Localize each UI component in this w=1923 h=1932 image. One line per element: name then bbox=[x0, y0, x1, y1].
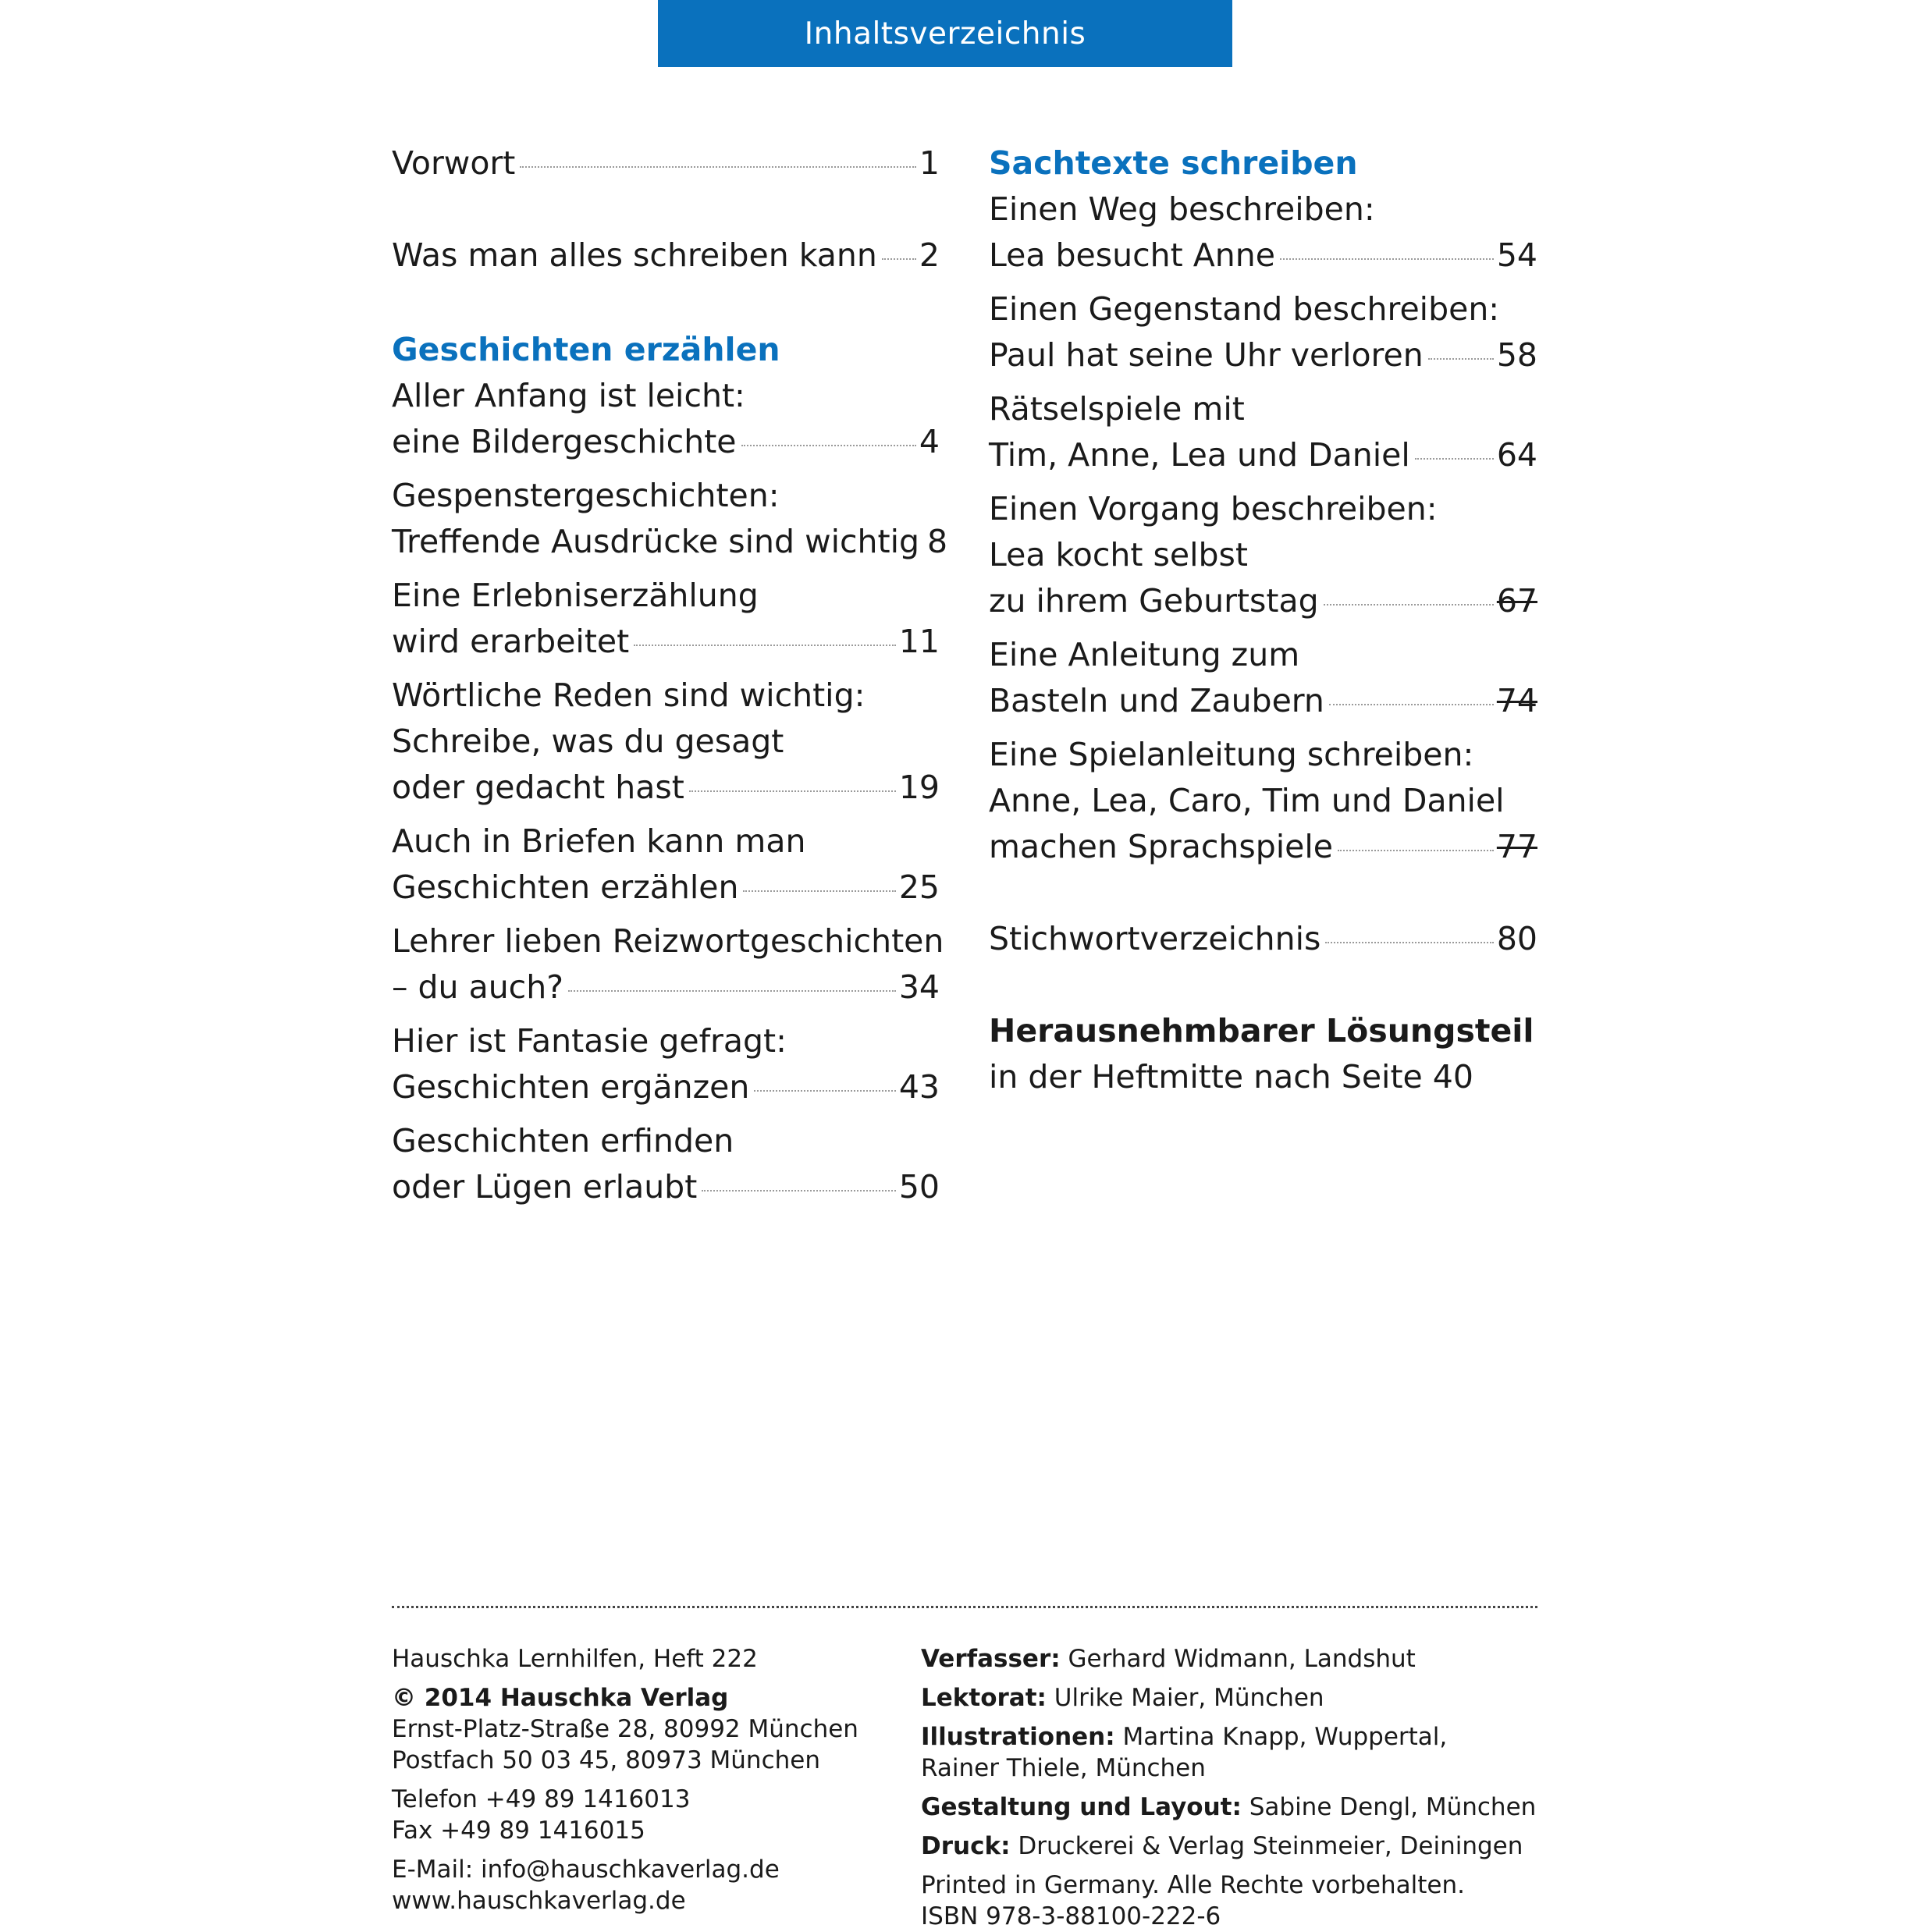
imprint-group bbox=[921, 1643, 1536, 1675]
toc-entry-line: Geschichten erfinden bbox=[392, 1122, 734, 1160]
imprint-value: Druckerei & Verlag Steinmeier, Deiningen bbox=[1018, 1832, 1523, 1860]
toc-entry-title: Geschichten erzählen bbox=[392, 868, 739, 906]
toc-entry-line: Wörtliche Reden sind wichtig: bbox=[392, 677, 866, 714]
toc-page-number: 74 bbox=[1496, 682, 1537, 719]
imprint-print bbox=[921, 1831, 1536, 1862]
toc-page-number: 77 bbox=[1496, 828, 1537, 865]
dot-leader bbox=[689, 790, 896, 792]
solutions-note bbox=[989, 1008, 1537, 1100]
imprint-group bbox=[392, 1784, 858, 1846]
toc-page-number: 58 bbox=[1496, 336, 1537, 374]
toc-entry-line: Auch in Briefen kann man bbox=[392, 822, 806, 860]
toc-entry-line bbox=[392, 765, 940, 811]
toc-entry[interactable] bbox=[392, 918, 944, 1010]
toc-entry-title: Paul hat seine Uhr verloren bbox=[989, 336, 1424, 374]
toc-entry-line bbox=[392, 519, 948, 565]
page-title: Inhaltsverzeichnis bbox=[804, 16, 1086, 51]
toc-entry-line bbox=[989, 233, 1537, 279]
footer-divider bbox=[392, 1606, 1537, 1608]
imprint-value: Gerhard Widmann, Landshut bbox=[1068, 1645, 1416, 1673]
toc-entry-line: Anne, Lea, Caro, Tim und Daniel bbox=[989, 782, 1505, 819]
toc-entry-line: Gespenstergeschichten: bbox=[392, 477, 780, 514]
imprint-label: Gestaltung und Layout: bbox=[921, 1793, 1242, 1821]
toc-entry-line bbox=[392, 419, 940, 465]
toc-entry-line bbox=[989, 678, 1537, 724]
section-heading: Geschichten erzählen bbox=[392, 331, 780, 368]
toc-entry-line: Lehrer lieben Reizwortgeschichten bbox=[392, 922, 944, 960]
dot-leader bbox=[520, 166, 916, 168]
toc-entry[interactable] bbox=[392, 819, 940, 911]
toc-entry-title: wird erarbeitet bbox=[392, 623, 630, 660]
imprint-copyright: © 2014 Hauschka Verlag bbox=[392, 1684, 729, 1712]
toc-entry[interactable] bbox=[989, 632, 1537, 724]
dot-leader bbox=[741, 445, 916, 446]
toc-entry-line bbox=[989, 916, 1537, 962]
dot-leader bbox=[634, 645, 896, 646]
toc-entry-line bbox=[392, 140, 940, 186]
dot-leader bbox=[1325, 942, 1494, 943]
toc-right-column bbox=[989, 140, 1537, 1100]
imprint-isbn: ISBN 978-3-88100-222-6 bbox=[921, 1902, 1221, 1930]
toc-entry-title: zu ihrem Geburtstag bbox=[989, 582, 1319, 620]
imprint-group bbox=[392, 1643, 858, 1675]
imprint-label: Illustrationen: bbox=[921, 1723, 1115, 1751]
imprint-group bbox=[921, 1682, 1536, 1714]
toc-entry[interactable] bbox=[392, 1018, 940, 1110]
toc-entry-line bbox=[989, 578, 1537, 624]
imprint-fax: Fax +49 89 1416015 bbox=[392, 1817, 645, 1845]
toc-entry[interactable] bbox=[392, 473, 948, 565]
imprint-series: Hauschka Lernhilfen, Heft 222 bbox=[392, 1645, 758, 1673]
toc-entry-line bbox=[392, 964, 940, 1010]
dot-leader bbox=[702, 1190, 896, 1192]
imprint-group bbox=[921, 1792, 1536, 1823]
toc-entry-title: Treffende Ausdrücke sind wichtig bbox=[392, 523, 920, 560]
dot-leader bbox=[1415, 458, 1494, 460]
toc-entry[interactable] bbox=[989, 386, 1537, 478]
imprint-group bbox=[392, 1682, 858, 1776]
toc-entry-title: Was man alles schreiben kann bbox=[392, 236, 877, 274]
toc-entry[interactable] bbox=[989, 186, 1537, 279]
toc-page-number: 8 bbox=[927, 523, 948, 560]
toc-entry-title: – du auch? bbox=[392, 968, 563, 1006]
toc-entry-title: Basteln und Zaubern bbox=[989, 682, 1324, 719]
imprint-label: Lektorat: bbox=[921, 1684, 1047, 1712]
toc-entry[interactable] bbox=[392, 233, 940, 279]
imprint-editor bbox=[921, 1682, 1536, 1714]
toc-page-number: 11 bbox=[898, 623, 940, 660]
dot-leader bbox=[754, 1090, 895, 1092]
imprint-email[interactable]: E-Mail: info@hauschkaverlag.de bbox=[392, 1856, 780, 1884]
toc-page-number: 34 bbox=[898, 968, 940, 1006]
solutions-location: in der Heftmitte nach Seite 40 bbox=[989, 1058, 1473, 1096]
toc-entry-line: Einen Weg beschreiben: bbox=[989, 190, 1375, 228]
toc-entry-line: Eine Spielanleitung schreiben: bbox=[989, 736, 1474, 773]
dot-leader bbox=[1338, 850, 1494, 851]
toc-entry-line: Einen Gegenstand beschreiben: bbox=[989, 290, 1500, 328]
imprint-address: Postfach 50 03 45, 80973 München bbox=[392, 1746, 820, 1774]
toc-page-number: 43 bbox=[898, 1068, 940, 1106]
dot-leader bbox=[743, 890, 895, 892]
imprint-group bbox=[921, 1831, 1536, 1862]
imprint-label: Druck: bbox=[921, 1832, 1011, 1860]
toc-entry[interactable] bbox=[989, 732, 1537, 870]
toc-entry[interactable] bbox=[392, 373, 940, 465]
imprint-design bbox=[921, 1792, 1536, 1823]
toc-page-number: 19 bbox=[898, 769, 940, 806]
toc-entry-line: Hier ist Fantasie gefragt: bbox=[392, 1022, 787, 1060]
toc-entry-title: oder Lügen erlaubt bbox=[392, 1168, 698, 1206]
imprint-right bbox=[921, 1643, 1536, 1932]
imprint-illustrations bbox=[921, 1721, 1536, 1753]
toc-entry-title: oder gedacht hast bbox=[392, 769, 684, 806]
toc-entry-line: Aller Anfang ist leicht: bbox=[392, 377, 745, 414]
toc-entry-title: Vorwort bbox=[392, 144, 516, 182]
toc-entry-line: Schreibe, was du gesagt bbox=[392, 723, 784, 760]
imprint-value: Ulrike Maier, München bbox=[1054, 1684, 1324, 1712]
imprint-phone: Telefon +49 89 1416013 bbox=[392, 1785, 691, 1813]
toc-entry-title: Lea besucht Anne bbox=[989, 236, 1275, 274]
toc-entry-line: Eine Erlebniserzählung bbox=[392, 577, 759, 614]
toc-entry-title: machen Sprachspiele bbox=[989, 828, 1334, 865]
toc-entry[interactable] bbox=[392, 1118, 940, 1210]
toc-page-number: 2 bbox=[919, 236, 940, 274]
dot-leader bbox=[1324, 604, 1494, 606]
imprint-website-link[interactable]: www.hauschkaverlag.de bbox=[392, 1887, 686, 1915]
toc-page-number: 54 bbox=[1496, 236, 1537, 274]
toc-entry-line bbox=[392, 619, 940, 665]
toc-entry-line: Eine Anleitung zum bbox=[989, 636, 1300, 673]
toc-entry-title: Stichwortverzeichnis bbox=[989, 920, 1321, 957]
toc-page-number: 4 bbox=[919, 423, 940, 460]
toc-entry[interactable] bbox=[392, 140, 940, 186]
toc-entry-title: eine Bildergeschichte bbox=[392, 423, 737, 460]
toc-entry-line bbox=[989, 824, 1537, 870]
imprint-group bbox=[921, 1870, 1536, 1932]
toc-entry[interactable] bbox=[392, 673, 940, 811]
imprint-group bbox=[921, 1721, 1536, 1784]
toc-page-number: 50 bbox=[898, 1168, 940, 1206]
dot-leader bbox=[882, 258, 916, 260]
imprint-rights: Printed in Germany. Alle Rechte vorbehalten. bbox=[921, 1871, 1465, 1899]
toc-entry-title: Geschichten ergänzen bbox=[392, 1068, 750, 1106]
toc-page-number: 67 bbox=[1496, 582, 1537, 620]
imprint-value: Sabine Dengl, München bbox=[1249, 1793, 1537, 1821]
imprint-value: Rainer Thiele, München bbox=[921, 1754, 1206, 1782]
section-heading: Sachtexte schreiben bbox=[989, 144, 1358, 182]
toc-entry-line: Lea kocht selbst bbox=[989, 536, 1248, 574]
header-bar bbox=[658, 0, 1232, 67]
solutions-title: Herausnehmbarer Lösungsteil bbox=[989, 1012, 1534, 1049]
toc-page-number: 25 bbox=[898, 868, 940, 906]
dot-leader bbox=[1280, 258, 1494, 260]
imprint-address: Ernst-Platz-Straße 28, 80992 München bbox=[392, 1715, 858, 1743]
toc-entry[interactable] bbox=[989, 286, 1537, 378]
toc-entry-line bbox=[989, 332, 1537, 378]
toc-page-number: 1 bbox=[919, 144, 940, 182]
toc-entry-line bbox=[392, 233, 940, 279]
toc-entry-title: Tim, Anne, Lea und Daniel bbox=[989, 436, 1410, 474]
toc-left-column bbox=[392, 140, 948, 1210]
toc-entry-line: Rätselspiele mit bbox=[989, 390, 1245, 428]
toc-entry-line bbox=[392, 1164, 940, 1210]
toc-entry-line: Einen Vorgang beschreiben: bbox=[989, 490, 1438, 527]
toc-entry-line bbox=[392, 1064, 940, 1110]
imprint-left bbox=[392, 1643, 858, 1916]
imprint-label: Verfasser: bbox=[921, 1645, 1061, 1673]
toc-entry-index[interactable] bbox=[989, 916, 1537, 962]
imprint-value: Martina Knapp, Wuppertal, bbox=[1122, 1723, 1448, 1751]
toc-entry-line bbox=[392, 865, 940, 911]
dot-leader bbox=[1428, 358, 1494, 360]
toc-page-number: 80 bbox=[1496, 920, 1537, 957]
toc-page-number: 64 bbox=[1496, 436, 1537, 474]
toc-entry-line bbox=[989, 432, 1537, 478]
imprint-group bbox=[392, 1854, 858, 1916]
toc-entry[interactable] bbox=[989, 486, 1537, 624]
dot-leader bbox=[568, 990, 896, 992]
dot-leader bbox=[1329, 704, 1494, 705]
toc-entry[interactable] bbox=[392, 573, 940, 665]
imprint-author bbox=[921, 1643, 1536, 1675]
